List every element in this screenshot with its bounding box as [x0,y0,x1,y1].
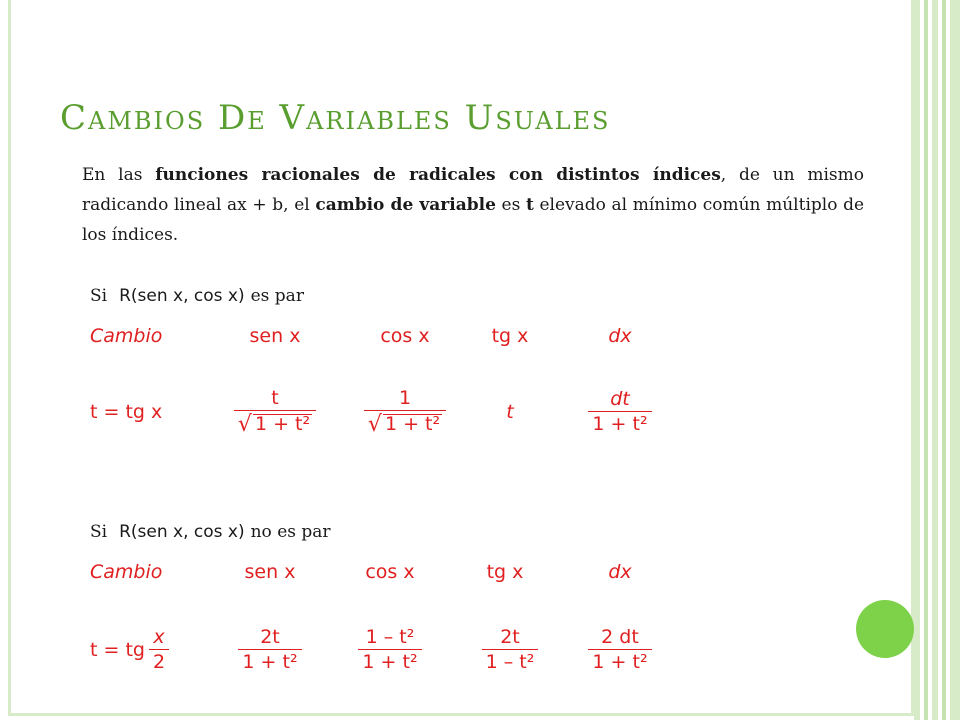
case2-change-den: 2 [149,649,169,672]
slide-title: Cambios De Variables Usuales [60,98,611,138]
case2-value-row [90,618,670,682]
case2-header-cos: cos x [365,561,415,583]
case2-condition [90,522,331,542]
case2-header-tg: tg x [486,561,524,583]
case1-sen-value: t √ 1 + t² [225,380,325,444]
case2-cos-den: 1 + t² [358,649,421,672]
case2-change-num: x [153,626,165,648]
case2-change [90,618,200,682]
case2-suffix: no es par [250,522,331,542]
case1-cos-den: 1 + t² [384,412,441,435]
stripe-2 [924,0,928,720]
case2-expression: R(sen x, cos x) [119,522,245,542]
case2-sen-den: 1 + t² [238,649,301,672]
case1-cos-value: 1 √ 1 + t² [355,380,455,444]
case1-condition [90,286,304,306]
intro-bold-1: funciones racionales de radicales con distintos índices [155,165,721,185]
case2-tg-value [465,618,555,682]
stripe-4 [942,0,946,720]
case1-header-cos: cos x [380,325,430,347]
intro-text-4: elevado al mínimo común múltiplo de los índices. [82,195,865,245]
case2-cos-value [345,618,435,682]
stripe-3 [932,0,938,720]
case2-header-sen: sen x [244,561,296,583]
case1-header-cambio: Cambio [90,325,163,347]
case2-header-row [90,552,670,592]
case2-cos-num: 1 – t² [365,626,415,648]
case2-tg-den: 1 – t² [482,649,539,672]
case2-dx-value [580,618,660,682]
case1-header-dx: dx [608,325,632,347]
case1-prefix: Si [90,286,108,306]
case1-dx-value [580,380,660,444]
case1-expression: R(sen x, cos x) [119,286,245,306]
case2-change-prefix: t = tg [90,639,145,661]
case1-dx-num: dt [610,388,630,410]
stripe-5 [950,0,960,720]
intro-bold-3: t [525,195,534,215]
accent-dot [856,600,914,658]
case2-sen-value [225,618,315,682]
case2-dx-num: 2 dt [601,626,639,648]
intro-text-2: , de un mismo radicando lineal ax + b, el [82,165,864,215]
case1-change: t = tg x [90,401,163,423]
case1-tg-value: t [506,401,514,423]
case2-tg-num: 2t [500,626,520,648]
case1-dx-den: 1 + t² [588,411,651,434]
case1-header-sen: sen x [249,325,301,347]
case2-prefix: Si [90,522,108,542]
case1-cos-num: 1 [398,386,412,409]
stripe-1 [914,0,920,720]
case1-value-row [90,380,670,444]
case2-header-cambio: Cambio [90,561,163,583]
intro-text-3: es [495,195,526,215]
case1-sen-den: 1 + t² [254,412,311,435]
side-stripes [914,0,960,720]
case1-sen-num: t [271,386,279,409]
intro-paragraph [82,160,864,250]
case2-sen-num: 2t [260,626,280,648]
case1-header-row [90,316,670,356]
case1-suffix: es par [250,286,304,306]
intro-bold-2: cambio de variable [315,195,496,215]
case2-header-dx: dx [608,561,632,583]
intro-text-1: En las [82,165,156,185]
case1-header-tg: tg x [491,325,529,347]
case2-dx-den: 1 + t² [588,649,651,672]
